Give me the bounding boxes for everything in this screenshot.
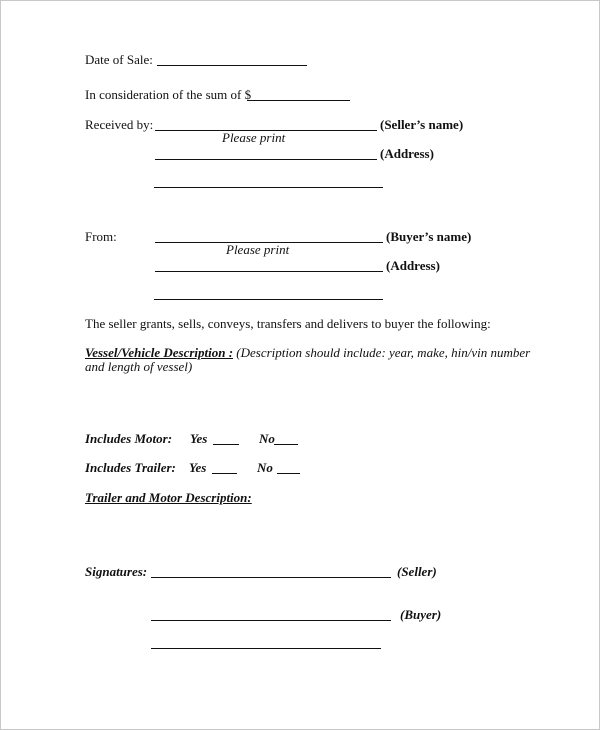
motor-no-label: No <box>259 431 275 446</box>
trailer-no-field[interactable] <box>277 473 300 474</box>
seller-please-print: Please print <box>222 130 286 145</box>
seller-signature-caption: (Seller) <box>397 564 437 579</box>
from-label: From: <box>85 229 117 244</box>
motor-yes-label: Yes <box>190 431 208 446</box>
buyer-address-field-2[interactable] <box>154 299 383 300</box>
date-of-sale-field[interactable] <box>157 65 307 66</box>
vessel-description-heading: Vessel/Vehicle Description : <box>85 345 234 360</box>
consideration-amount-field[interactable] <box>247 100 350 101</box>
signatures-label: Signatures: <box>85 564 148 579</box>
motor-no-field[interactable] <box>274 444 298 445</box>
date-of-sale-label: Date of Sale: <box>85 52 153 67</box>
seller-address-field[interactable] <box>155 159 377 160</box>
trailer-no-label: No <box>257 460 273 475</box>
extra-signature-field[interactable] <box>151 648 381 649</box>
trailer-yes-field[interactable] <box>212 473 237 474</box>
consideration-label: In consideration of the sum of $ <box>85 87 252 102</box>
buyer-name-caption: (Buyer’s name) <box>386 229 472 244</box>
seller-address-caption: (Address) <box>380 146 434 161</box>
trailer-motor-description-heading: Trailer and Motor Description: <box>85 490 252 505</box>
buyer-address-field[interactable] <box>155 271 383 272</box>
trailer-yes-label: Yes <box>189 460 207 475</box>
seller-address-field-2[interactable] <box>154 187 383 188</box>
motor-yes-field[interactable] <box>213 444 239 445</box>
seller-name-caption: (Seller’s name) <box>380 117 464 132</box>
grant-text: The seller grants, sells, conveys, transfers and delivers to buyer the following: <box>85 316 491 331</box>
buyer-please-print: Please print <box>226 242 290 257</box>
buyer-signature-field[interactable] <box>151 620 391 621</box>
vessel-description-note-2: and length of vessel) <box>85 359 193 374</box>
received-by-label: Received by: <box>85 117 154 132</box>
seller-signature-field[interactable] <box>151 577 391 578</box>
buyer-address-caption: (Address) <box>386 258 440 273</box>
includes-motor-label: Includes Motor: <box>85 431 173 446</box>
vessel-description-note: (Description should include: year, make, hin/vin number <box>233 345 531 360</box>
includes-trailer-label: Includes Trailer: <box>85 460 176 475</box>
buyer-signature-caption: (Buyer) <box>400 607 442 622</box>
